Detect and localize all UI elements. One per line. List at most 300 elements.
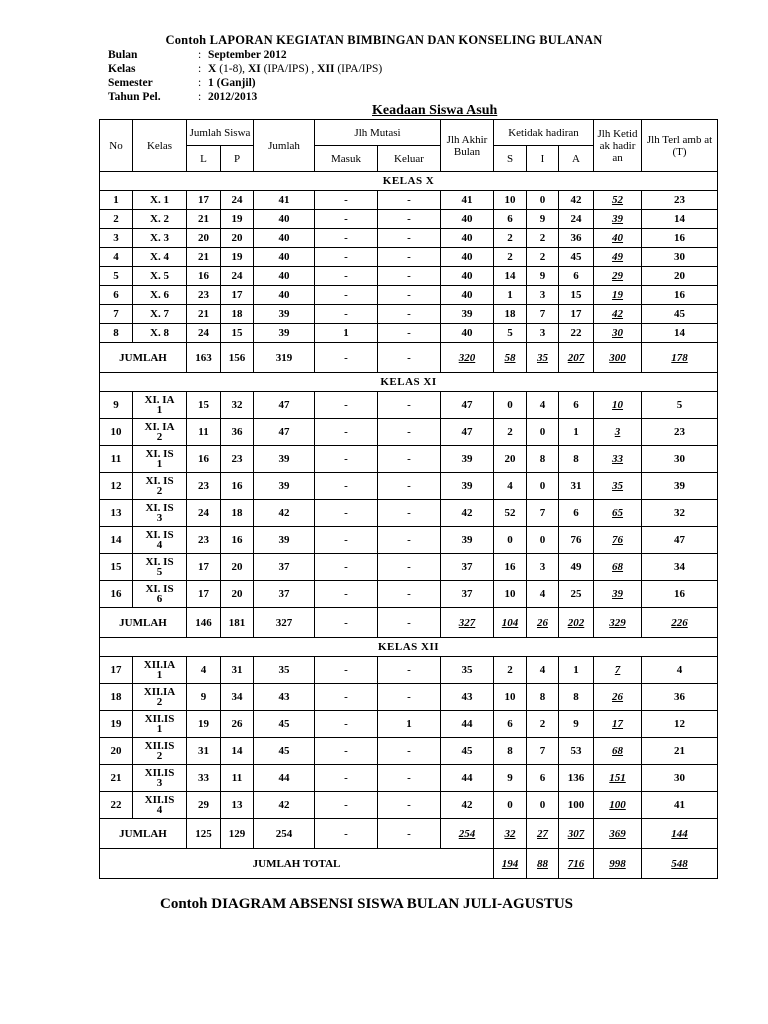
cell-akhir: 42 <box>441 792 494 819</box>
cell-kelas-number: 6 <box>156 593 163 605</box>
cell-kelas-number: 3 <box>156 777 163 789</box>
cell-akhir: 43 <box>441 684 494 711</box>
total-label: JUMLAH <box>100 608 187 638</box>
cell-l: 21 <box>187 248 221 267</box>
cell-keluar: - <box>378 473 441 500</box>
cell-jumlah: 47 <box>254 419 315 446</box>
cell-akhir: 37 <box>441 554 494 581</box>
cell-l: 24 <box>187 324 221 343</box>
cell-no: 15 <box>100 554 133 581</box>
meta-kelas-value: X (1-8), XI (IPA/IPS) , XII (IPA/IPS) <box>208 63 383 75</box>
cell-tidak-hadir: 17 <box>594 711 642 738</box>
cell-kelas <box>133 286 187 305</box>
cell-kelas-name: XII.IA <box>143 659 176 671</box>
cell-tidak-hadir: 151 <box>594 765 642 792</box>
cell-keluar: - <box>378 210 441 229</box>
cell-kelas <box>133 581 187 608</box>
cell-no: 10 <box>100 419 133 446</box>
cell-kelas-name: XI. IS <box>145 583 174 595</box>
cell-kelas-number: 1 <box>156 458 163 470</box>
meta-semester <box>108 76 382 90</box>
cell-a: 42 <box>559 191 594 210</box>
table-row <box>100 210 718 229</box>
cell-l: 21 <box>187 305 221 324</box>
table-row <box>100 446 718 473</box>
cell-kelas-number: 1 <box>156 723 163 735</box>
table-body <box>100 172 718 879</box>
cell-s: 16 <box>494 554 527 581</box>
cell-a: 307 <box>559 819 594 849</box>
cell-tidak-hadir: 49 <box>594 248 642 267</box>
cell-a: 207 <box>559 343 594 373</box>
table-row <box>100 738 718 765</box>
cell-i: 7 <box>527 500 559 527</box>
report-meta <box>108 48 382 104</box>
cell-p: 129 <box>221 819 254 849</box>
cell-p: 31 <box>221 657 254 684</box>
cell-p: 36 <box>221 419 254 446</box>
cell-no: 19 <box>100 711 133 738</box>
cell-kelas-number: 1 <box>156 669 163 681</box>
cell-kelas-name: X. 4 <box>150 251 169 263</box>
cell-l: 16 <box>187 267 221 286</box>
cell-keluar: - <box>378 419 441 446</box>
cell-akhir: 47 <box>441 392 494 419</box>
header-ketidakhadiran: Ketidak hadiran <box>494 120 594 146</box>
cell-p: 26 <box>221 711 254 738</box>
meta-bulan <box>108 48 382 62</box>
cell-a: 49 <box>559 554 594 581</box>
cell-keluar: - <box>378 765 441 792</box>
cell-tidak-hadir: 369 <box>594 819 642 849</box>
cell-l: 31 <box>187 738 221 765</box>
cell-akhir: 39 <box>441 305 494 324</box>
cell-p: 20 <box>221 554 254 581</box>
grand-total-tk: 998 <box>594 849 642 879</box>
table-row <box>100 527 718 554</box>
cell-masuk: - <box>315 267 378 286</box>
cell-s: 8 <box>494 738 527 765</box>
cell-s: 10 <box>494 191 527 210</box>
table-row <box>100 711 718 738</box>
table-row <box>100 419 718 446</box>
table-row <box>100 248 718 267</box>
cell-jumlah: 41 <box>254 191 315 210</box>
cell-a: 8 <box>559 684 594 711</box>
cell-jumlah: 40 <box>254 229 315 248</box>
cell-masuk: - <box>315 711 378 738</box>
cell-jumlah: 45 <box>254 738 315 765</box>
table-row <box>100 305 718 324</box>
cell-a: 17 <box>559 305 594 324</box>
cell-no: 5 <box>100 267 133 286</box>
cell-tidak-hadir: 52 <box>594 191 642 210</box>
cell-jumlah: 42 <box>254 792 315 819</box>
cell-masuk: - <box>315 191 378 210</box>
cell-l: 33 <box>187 765 221 792</box>
cell-akhir: 39 <box>441 473 494 500</box>
cell-no: 20 <box>100 738 133 765</box>
table-subtitle: Keadaan Siswa Asuh <box>372 103 498 118</box>
cell-p: 11 <box>221 765 254 792</box>
cell-akhir: 47 <box>441 419 494 446</box>
total-row <box>100 608 718 638</box>
cell-l: 23 <box>187 527 221 554</box>
cell-s: 10 <box>494 581 527 608</box>
cell-tidak-hadir: 42 <box>594 305 642 324</box>
cell-masuk: - <box>315 657 378 684</box>
cell-i: 0 <box>527 473 559 500</box>
cell-akhir: 45 <box>441 738 494 765</box>
cell-tidak-hadir: 76 <box>594 527 642 554</box>
student-report-table <box>99 119 718 879</box>
cell-p: 24 <box>221 267 254 286</box>
section-label: KELAS XI <box>100 373 718 392</box>
cell-l: 146 <box>187 608 221 638</box>
cell-no: 17 <box>100 657 133 684</box>
header-jlh-ketidakhadiran: Jlh Ketid ak hadir an <box>594 120 642 172</box>
cell-kelas-name: XI. IS <box>145 448 174 460</box>
cell-no: 22 <box>100 792 133 819</box>
cell-kelas-name: X. 7 <box>150 308 169 320</box>
cell-kelas <box>133 305 187 324</box>
cell-s: 0 <box>494 792 527 819</box>
cell-terlambat: 16 <box>642 581 718 608</box>
cell-a: 22 <box>559 324 594 343</box>
cell-masuk: - <box>315 527 378 554</box>
cell-kelas <box>133 210 187 229</box>
cell-akhir: 40 <box>441 267 494 286</box>
cell-tidak-hadir: 35 <box>594 473 642 500</box>
meta-bulan-value: September 2012 <box>208 49 287 61</box>
header-row <box>100 120 718 146</box>
cell-kelas-number: 2 <box>156 485 163 497</box>
cell-l: 16 <box>187 446 221 473</box>
cell-tidak-hadir: 19 <box>594 286 642 305</box>
cell-terlambat: 30 <box>642 765 718 792</box>
cell-no: 11 <box>100 446 133 473</box>
header-masuk: Masuk <box>315 146 378 172</box>
grand-total-a: 716 <box>559 849 594 879</box>
cell-akhir: 37 <box>441 581 494 608</box>
cell-tidak-hadir: 300 <box>594 343 642 373</box>
cell-a: 15 <box>559 286 594 305</box>
cell-kelas-number: 2 <box>156 696 163 708</box>
cell-a: 76 <box>559 527 594 554</box>
cell-a: 1 <box>559 419 594 446</box>
cell-l: 11 <box>187 419 221 446</box>
cell-terlambat: 36 <box>642 684 718 711</box>
cell-l: 4 <box>187 657 221 684</box>
cell-jumlah: 39 <box>254 473 315 500</box>
cell-kelas <box>133 657 187 684</box>
cell-a: 6 <box>559 392 594 419</box>
cell-keluar: - <box>378 343 441 373</box>
cell-l: 9 <box>187 684 221 711</box>
cell-kelas <box>133 792 187 819</box>
cell-s: 104 <box>494 608 527 638</box>
cell-akhir: 40 <box>441 324 494 343</box>
cell-no: 4 <box>100 248 133 267</box>
cell-keluar: - <box>378 819 441 849</box>
cell-masuk: - <box>315 305 378 324</box>
cell-a: 24 <box>559 210 594 229</box>
total-label: JUMLAH <box>100 343 187 373</box>
cell-terlambat: 16 <box>642 229 718 248</box>
meta-kelas <box>108 62 382 76</box>
cell-a: 45 <box>559 248 594 267</box>
cell-s: 6 <box>494 711 527 738</box>
cell-kelas-name: XI. IS <box>145 502 174 514</box>
cell-no: 6 <box>100 286 133 305</box>
cell-keluar: - <box>378 305 441 324</box>
cell-keluar: - <box>378 608 441 638</box>
cell-a: 6 <box>559 267 594 286</box>
cell-akhir: 39 <box>441 527 494 554</box>
table-row <box>100 765 718 792</box>
cell-kelas <box>133 324 187 343</box>
cell-i: 8 <box>527 684 559 711</box>
table-row <box>100 191 718 210</box>
cell-kelas-number: 3 <box>156 512 163 524</box>
cell-tidak-hadir: 3 <box>594 419 642 446</box>
cell-masuk: - <box>315 608 378 638</box>
cell-s: 14 <box>494 267 527 286</box>
cell-keluar: - <box>378 581 441 608</box>
cell-keluar: - <box>378 738 441 765</box>
cell-kelas <box>133 446 187 473</box>
cell-jumlah: 37 <box>254 581 315 608</box>
cell-jumlah: 319 <box>254 343 315 373</box>
cell-akhir: 40 <box>441 286 494 305</box>
cell-kelas-name: XI. IA <box>144 394 175 406</box>
cell-masuk: - <box>315 473 378 500</box>
cell-kelas-number: 2 <box>156 431 163 443</box>
cell-keluar: - <box>378 500 441 527</box>
cell-p: 13 <box>221 792 254 819</box>
cell-p: 15 <box>221 324 254 343</box>
cell-akhir: 40 <box>441 229 494 248</box>
cell-a: 53 <box>559 738 594 765</box>
table-row <box>100 229 718 248</box>
cell-akhir: 44 <box>441 765 494 792</box>
cell-keluar: - <box>378 248 441 267</box>
header-s: S <box>494 146 527 172</box>
cell-akhir: 254 <box>441 819 494 849</box>
grand-total-label: JUMLAH TOTAL <box>100 849 494 879</box>
cell-tidak-hadir: 68 <box>594 554 642 581</box>
cell-masuk: - <box>315 210 378 229</box>
cell-akhir: 41 <box>441 191 494 210</box>
cell-keluar: - <box>378 657 441 684</box>
cell-kelas-name: X. 8 <box>150 327 169 339</box>
cell-kelas-number: 4 <box>156 539 163 551</box>
table-row <box>100 554 718 581</box>
cell-tidak-hadir: 39 <box>594 581 642 608</box>
cell-kelas-number: 4 <box>156 804 163 816</box>
cell-kelas-number: 2 <box>156 750 163 762</box>
cell-no: 3 <box>100 229 133 248</box>
cell-keluar: - <box>378 792 441 819</box>
cell-terlambat: 16 <box>642 286 718 305</box>
cell-i: 2 <box>527 711 559 738</box>
cell-jumlah: 327 <box>254 608 315 638</box>
cell-s: 20 <box>494 446 527 473</box>
cell-i: 8 <box>527 446 559 473</box>
cell-p: 16 <box>221 527 254 554</box>
meta-tahun-value: 2012/2013 <box>208 91 258 103</box>
cell-terlambat: 30 <box>642 446 718 473</box>
cell-kelas <box>133 267 187 286</box>
cell-p: 24 <box>221 191 254 210</box>
cell-masuk: - <box>315 446 378 473</box>
section-row <box>100 638 718 657</box>
cell-masuk: 1 <box>315 324 378 343</box>
cell-terlambat: 30 <box>642 248 718 267</box>
table-row <box>100 581 718 608</box>
cell-jumlah: 44 <box>254 765 315 792</box>
cell-kelas-name: X. 6 <box>150 289 169 301</box>
cell-l: 23 <box>187 286 221 305</box>
cell-tidak-hadir: 329 <box>594 608 642 638</box>
cell-i: 4 <box>527 392 559 419</box>
cell-a: 8 <box>559 446 594 473</box>
cell-terlambat: 41 <box>642 792 718 819</box>
cell-kelas <box>133 738 187 765</box>
cell-kelas <box>133 711 187 738</box>
cell-terlambat: 226 <box>642 608 718 638</box>
cell-kelas-name: XI. IS <box>145 475 174 487</box>
cell-jumlah: 40 <box>254 267 315 286</box>
cell-keluar: - <box>378 324 441 343</box>
cell-i: 0 <box>527 191 559 210</box>
cell-kelas <box>133 248 187 267</box>
cell-kelas-name: XII.IS <box>144 713 175 725</box>
cell-no: 8 <box>100 324 133 343</box>
grand-total-t: 548 <box>642 849 718 879</box>
cell-kelas-name: XII.IS <box>144 767 175 779</box>
cell-akhir: 44 <box>441 711 494 738</box>
meta-separator: : <box>198 49 202 61</box>
cell-masuk: - <box>315 738 378 765</box>
table-row <box>100 684 718 711</box>
header-jumlah: Jumlah <box>254 120 315 172</box>
cell-no: 12 <box>100 473 133 500</box>
cell-kelas-name: XI. IS <box>145 529 174 541</box>
cell-kelas <box>133 554 187 581</box>
cell-tidak-hadir: 40 <box>594 229 642 248</box>
cell-no: 9 <box>100 392 133 419</box>
cell-no: 2 <box>100 210 133 229</box>
cell-a: 136 <box>559 765 594 792</box>
cell-tidak-hadir: 7 <box>594 657 642 684</box>
header-jlh-mutasi: Jlh Mutasi <box>315 120 441 146</box>
cell-i: 3 <box>527 554 559 581</box>
cell-kelas-name: X. 5 <box>150 270 169 282</box>
cell-terlambat: 21 <box>642 738 718 765</box>
cell-tidak-hadir: 68 <box>594 738 642 765</box>
cell-masuk: - <box>315 792 378 819</box>
cell-masuk: - <box>315 684 378 711</box>
total-row <box>100 819 718 849</box>
cell-keluar: - <box>378 392 441 419</box>
cell-a: 36 <box>559 229 594 248</box>
table-row <box>100 500 718 527</box>
cell-terlambat: 32 <box>642 500 718 527</box>
cell-p: 32 <box>221 392 254 419</box>
grand-total-row <box>100 849 718 879</box>
cell-tidak-hadir: 30 <box>594 324 642 343</box>
cell-s: 2 <box>494 248 527 267</box>
cell-i: 2 <box>527 229 559 248</box>
cell-jumlah: 39 <box>254 446 315 473</box>
cell-tidak-hadir: 29 <box>594 267 642 286</box>
total-row <box>100 343 718 373</box>
cell-a: 6 <box>559 500 594 527</box>
cell-masuk: - <box>315 819 378 849</box>
header-no: No <box>100 120 133 172</box>
cell-kelas <box>133 229 187 248</box>
cell-l: 17 <box>187 554 221 581</box>
cell-kelas <box>133 392 187 419</box>
cell-jumlah: 37 <box>254 554 315 581</box>
cell-kelas <box>133 765 187 792</box>
report-title: Contoh LAPORAN KEGIATAN BIMBINGAN DAN KONSELING BULANAN <box>165 33 603 47</box>
section-row <box>100 373 718 392</box>
cell-akhir: 40 <box>441 210 494 229</box>
meta-semester-label: Semester <box>108 77 153 89</box>
meta-tahun-label: Tahun Pel. <box>108 91 161 103</box>
header-keluar: Keluar <box>378 146 441 172</box>
cell-terlambat: 4 <box>642 657 718 684</box>
cell-i: 6 <box>527 765 559 792</box>
cell-akhir: 42 <box>441 500 494 527</box>
cell-l: 23 <box>187 473 221 500</box>
header-jumlah-siswa: Jumlah Siswa <box>187 120 254 146</box>
table-row <box>100 392 718 419</box>
cell-jumlah: 43 <box>254 684 315 711</box>
cell-keluar: - <box>378 267 441 286</box>
cell-i: 0 <box>527 419 559 446</box>
cell-terlambat: 23 <box>642 191 718 210</box>
cell-s: 32 <box>494 819 527 849</box>
cell-no: 21 <box>100 765 133 792</box>
cell-kelas <box>133 684 187 711</box>
cell-terlambat: 178 <box>642 343 718 373</box>
cell-keluar: 1 <box>378 711 441 738</box>
cell-terlambat: 144 <box>642 819 718 849</box>
cell-jumlah: 40 <box>254 286 315 305</box>
cell-tidak-hadir: 100 <box>594 792 642 819</box>
cell-a: 9 <box>559 711 594 738</box>
cell-s: 2 <box>494 419 527 446</box>
header-i: I <box>527 146 559 172</box>
cell-s: 10 <box>494 684 527 711</box>
cell-p: 20 <box>221 229 254 248</box>
cell-i: 26 <box>527 608 559 638</box>
cell-i: 0 <box>527 527 559 554</box>
meta-semester-value: 1 (Ganjil) <box>208 77 256 89</box>
cell-jumlah: 42 <box>254 500 315 527</box>
cell-kelas-number: 5 <box>156 566 163 578</box>
cell-akhir: 320 <box>441 343 494 373</box>
cell-p: 20 <box>221 581 254 608</box>
cell-jumlah: 40 <box>254 248 315 267</box>
cell-i: 2 <box>527 248 559 267</box>
cell-terlambat: 45 <box>642 305 718 324</box>
table-row <box>100 286 718 305</box>
cell-p: 19 <box>221 248 254 267</box>
